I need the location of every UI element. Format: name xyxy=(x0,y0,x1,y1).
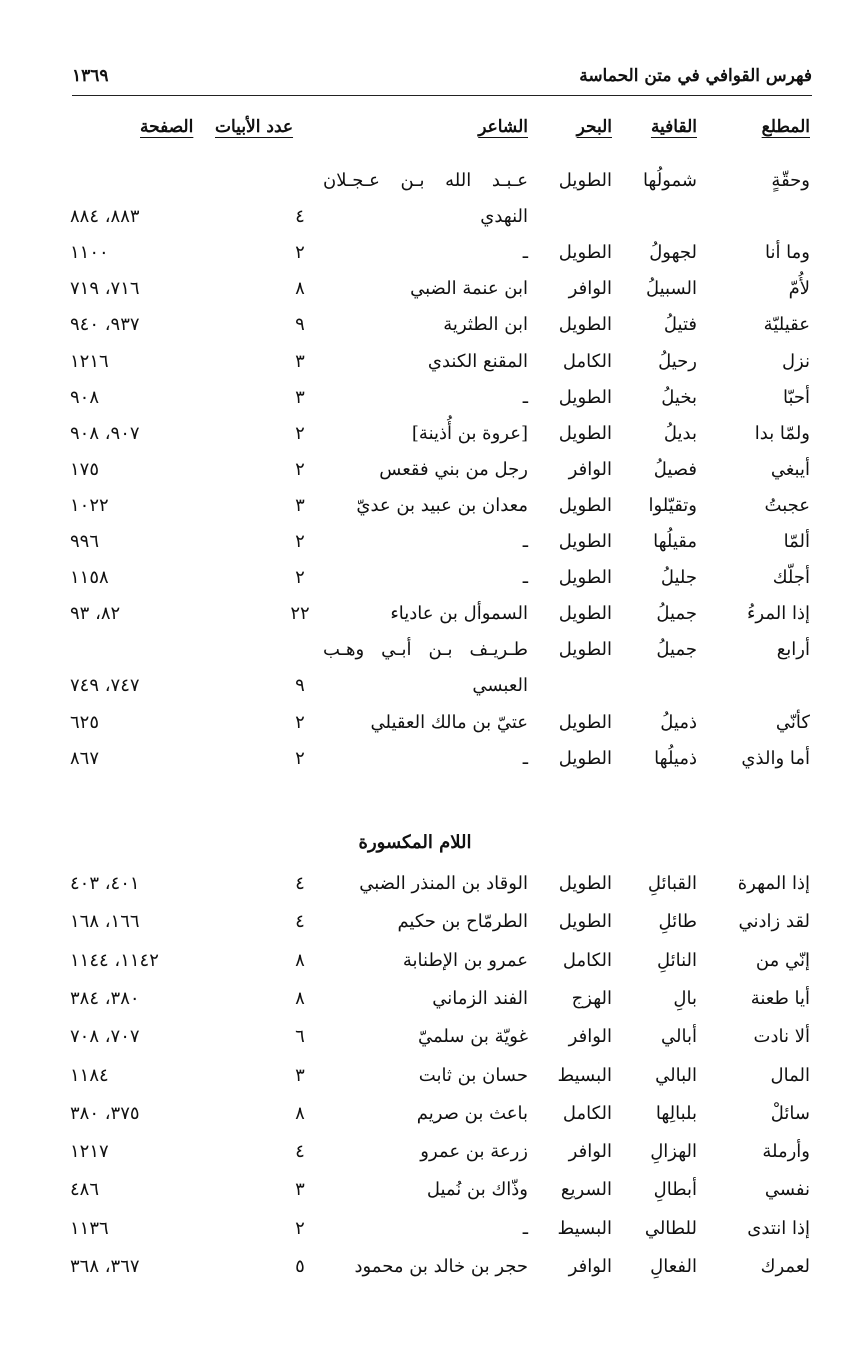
page-refs: ٣٧٥، ٣٨٠ xyxy=(70,1102,140,1124)
column-header-matla: المطلع xyxy=(761,117,810,137)
table-row xyxy=(0,459,855,489)
table-row xyxy=(0,170,855,200)
page-refs: ٩٣٧، ٩٤٠ xyxy=(70,314,140,336)
table-row xyxy=(0,387,855,417)
table-row xyxy=(0,1179,855,1209)
verse-count: ٣ xyxy=(295,1064,305,1086)
opening-word: أحبّا xyxy=(782,386,810,408)
running-title: فهرس القوافي في متن الحماسة xyxy=(579,66,812,86)
meter: الوافر xyxy=(568,1141,612,1163)
opening-word: أرابع xyxy=(776,639,810,661)
opening-word: عقيليّة xyxy=(763,314,810,336)
rhyme-word: جميلُ xyxy=(656,639,697,661)
opening-word: عجبتُ xyxy=(764,494,810,516)
page-refs: ١١٤٢، ١١٤٤ xyxy=(70,949,159,971)
meter: الطويل xyxy=(558,531,612,552)
table-row xyxy=(0,988,855,1018)
verse-count: ٣ xyxy=(295,494,305,516)
rhyme-word: أبالي xyxy=(661,1026,697,1048)
verse-count: ٣ xyxy=(295,350,305,372)
poet-name: المقنع الكندي xyxy=(427,350,528,372)
rhyme-word: جليلُ xyxy=(660,567,697,589)
rhyme-word: جميلُ xyxy=(656,603,697,625)
meter: الوافر xyxy=(568,458,612,480)
poet-name: الطرمّاح بن حكيم xyxy=(397,911,528,933)
page-refs: ١١٠٠ xyxy=(70,242,109,264)
opening-word: ولمّا بدا xyxy=(754,422,810,444)
rhyme-word: للطالي xyxy=(644,1217,697,1239)
column-header-count: عدد الأبيات xyxy=(215,117,294,137)
poet-name: وذّاك بن نُميل xyxy=(426,1179,528,1201)
opening-word: لأُمّ xyxy=(788,278,810,300)
poet-name: ابن الطثرية xyxy=(443,314,528,336)
poet-name: ـ xyxy=(522,531,528,552)
column-header-page: الصفحة xyxy=(140,117,194,137)
verse-count: ٢ xyxy=(295,1217,305,1239)
opening-word: ألا نادت xyxy=(753,1026,810,1048)
poet-name: غويّة بن سلميّ xyxy=(418,1026,528,1048)
verse-count: ٤ xyxy=(295,873,305,894)
poet-name: ـ xyxy=(522,386,528,408)
page-refs: ١٧٥ xyxy=(70,458,100,480)
poet-name: حجر بن خالد بن محمود xyxy=(354,1256,528,1277)
poet-name: عمرو بن الإطنابة xyxy=(402,949,528,971)
page-refs: ١٢١٦ xyxy=(70,350,109,372)
meter: الوافر xyxy=(568,1026,612,1048)
verse-count: ٤ xyxy=(295,206,305,228)
page-number: ١٣٦٩ xyxy=(72,66,109,86)
verse-count: ٢ xyxy=(295,458,305,480)
meter: الطويل xyxy=(558,639,612,661)
table-row xyxy=(0,1141,855,1171)
meter: الكامل xyxy=(562,1102,612,1124)
running-head xyxy=(72,66,812,90)
table-row xyxy=(0,1218,855,1248)
meter: الكامل xyxy=(562,350,612,372)
opening-word: ألمّا xyxy=(783,531,810,552)
table-row xyxy=(0,423,855,453)
poet-name: العبسي xyxy=(472,675,528,697)
poet-name: [عروة بن أُذينة] xyxy=(411,422,528,444)
meter: الطويل xyxy=(558,422,612,444)
table-row xyxy=(0,351,855,381)
verse-count: ٨ xyxy=(295,1102,305,1124)
verse-count: ٨ xyxy=(295,987,305,1009)
table-row xyxy=(0,314,855,344)
page-refs: ٧١٦، ٧١٩ xyxy=(70,278,140,300)
table-row xyxy=(0,675,855,705)
poet-name: الفند الزماني xyxy=(432,987,528,1009)
rhyme-word: رحيلُ xyxy=(658,350,697,372)
page-refs: ٤٠١، ٤٠٣ xyxy=(70,873,140,894)
poet-name: معدان بن عبيد بن عديّ xyxy=(356,494,528,516)
poet-name: حسان بن ثابت xyxy=(418,1064,528,1086)
rhyme-word: الهزالِ xyxy=(650,1141,697,1163)
page-refs: ٧٤٧، ٧٤٩ xyxy=(70,675,140,697)
verse-count: ٢ xyxy=(295,242,305,264)
opening-word: لعمرك xyxy=(760,1256,810,1277)
column-header-poet: الشاعر xyxy=(478,117,528,137)
opening-word: إذا المرءُ xyxy=(746,603,810,625)
meter: الوافر xyxy=(568,1256,612,1277)
rhyme-word: طائلِ xyxy=(658,911,697,933)
verse-count: ٢ xyxy=(295,531,305,552)
page-refs: ٩٩٦ xyxy=(70,531,100,552)
verse-count: ٨ xyxy=(295,949,305,971)
poet-name: ـ xyxy=(522,1217,528,1239)
page-refs: ٤٨٦ xyxy=(70,1179,100,1201)
poet-name: عـبـد الله بـن عـجـلان xyxy=(323,170,528,191)
rhyme-word: البالي xyxy=(655,1064,697,1086)
page-refs: ٨٢، ٩٣ xyxy=(70,603,121,625)
page-refs: ٣٦٧، ٣٦٨ xyxy=(70,1256,140,1277)
page-refs: ٨٨٣، ٨٨٤ xyxy=(70,206,140,228)
meter: الطويل xyxy=(558,567,612,589)
table-row xyxy=(0,712,855,742)
verse-count: ٢٢ xyxy=(290,603,310,625)
table-row xyxy=(0,531,855,561)
meter: الطويل xyxy=(558,386,612,408)
page-refs: ٣٨٠، ٣٨٤ xyxy=(70,987,140,1009)
rhyme-word: بالِ xyxy=(673,987,697,1009)
table-row xyxy=(0,748,855,778)
opening-word: وما أنا xyxy=(764,242,810,264)
opening-word: كأنّي xyxy=(775,711,810,733)
page-refs: ٦٢٥ xyxy=(70,711,100,733)
poet-name: النهدي xyxy=(480,206,528,228)
meter: الطويل xyxy=(558,494,612,516)
opening-word: وحقّةٍ xyxy=(771,170,810,191)
rhyme-word: بديلُ xyxy=(663,422,697,444)
rhyme-word: القبائلِ xyxy=(647,873,697,894)
opening-word: إذا المهرة xyxy=(737,873,810,894)
column-header-qafia: القافية xyxy=(650,117,697,137)
rhyme-word: بلبالِها xyxy=(655,1102,697,1124)
page-refs: ١١٣٦ xyxy=(70,1217,109,1239)
rhyme-word: ذميلُ xyxy=(660,711,697,733)
table-row xyxy=(0,278,855,308)
page-refs: ١١٨٤ xyxy=(70,1064,109,1086)
header-rule xyxy=(72,95,812,96)
meter: الطويل xyxy=(558,911,612,933)
opening-word: المال xyxy=(770,1064,810,1086)
verse-count: ٩ xyxy=(295,675,305,697)
opening-word: لقد زادني xyxy=(738,911,810,933)
verse-count: ٣ xyxy=(295,1179,305,1201)
rhyme-word: مقيلُها xyxy=(653,531,697,552)
opening-word: نفسي xyxy=(764,1179,810,1201)
verse-count: ٢ xyxy=(295,567,305,589)
page-refs: ٧٠٧، ٧٠٨ xyxy=(70,1026,140,1048)
rhyme-word: شمولُها xyxy=(642,170,697,191)
meter: البسيط xyxy=(557,1064,612,1086)
table-row xyxy=(0,1103,855,1133)
verse-count: ٤ xyxy=(295,1141,305,1163)
poet-name: عتيّ بن مالك العقيلي xyxy=(370,711,528,733)
page-refs: ١٦٦، ١٦٨ xyxy=(70,911,140,933)
rhyme-word: أبطالِ xyxy=(653,1179,697,1201)
verse-count: ٨ xyxy=(295,278,305,300)
rhyme-word: فصيلُ xyxy=(653,458,697,480)
table-row xyxy=(0,206,855,236)
meter: الطويل xyxy=(558,603,612,625)
poet-name: ابن عنمة الضبي xyxy=(410,278,528,300)
column-header-bahr: البحر xyxy=(576,117,612,137)
table-row xyxy=(0,1026,855,1056)
page-refs: ٩٠٧، ٩٠٨ xyxy=(70,422,140,444)
section-title: اللام المكسورة xyxy=(358,832,472,853)
verse-count: ٩ xyxy=(295,314,305,336)
meter: الطويل xyxy=(558,747,612,769)
rhyme-word: بخيلُ xyxy=(661,386,697,408)
rhyme-word: النائلِ xyxy=(656,949,697,971)
rhyme-word: لجهولُ xyxy=(649,242,697,264)
opening-word: سائلْ xyxy=(770,1102,810,1124)
page-refs: ٨٦٧ xyxy=(70,747,100,769)
opening-word: أجلّك xyxy=(772,567,810,589)
poet-name: رجل من بني فقعس xyxy=(379,458,528,480)
table-row xyxy=(0,873,855,903)
verse-count: ٢ xyxy=(295,747,305,769)
rhyme-word: فتيلُ xyxy=(663,314,697,336)
rhyme-word: ذميلُها xyxy=(654,747,697,769)
table-row xyxy=(0,603,855,633)
opening-word: وأرملة xyxy=(762,1141,810,1163)
poet-name: زرعة بن عمرو xyxy=(420,1141,528,1163)
rhyme-word: الفعالِ xyxy=(650,1256,697,1277)
opening-word: أيا طعنة xyxy=(750,987,810,1009)
verse-count: ٢ xyxy=(295,711,305,733)
poet-name: ـ xyxy=(522,567,528,589)
verse-count: ٥ xyxy=(295,1256,305,1277)
opening-word: نزل xyxy=(781,350,810,372)
poet-name: طـريـف بـن أبـي وهـب xyxy=(323,639,528,661)
verse-count: ٣ xyxy=(295,386,305,408)
opening-word: أيبغي xyxy=(770,458,810,480)
verse-count: ٦ xyxy=(295,1026,305,1048)
verse-count: ٢ xyxy=(295,422,305,444)
table-row xyxy=(0,911,855,941)
table-row xyxy=(0,950,855,980)
meter: البسيط xyxy=(557,1217,612,1239)
meter: الوافر xyxy=(568,278,612,300)
page-refs: ٩٠٨ xyxy=(70,386,100,408)
meter: الطويل xyxy=(558,711,612,733)
table-row xyxy=(0,495,855,525)
opening-word: إنّي من xyxy=(755,949,810,971)
poet-name: باعث بن صريم xyxy=(416,1102,528,1124)
page-refs: ١٢١٧ xyxy=(70,1141,109,1163)
table-row xyxy=(0,639,855,669)
poet-name: السموأل بن عادياء xyxy=(390,603,528,625)
meter: الطويل xyxy=(558,314,612,336)
poet-name: ـ xyxy=(522,747,528,769)
table-row xyxy=(0,242,855,272)
opening-word: أما والذي xyxy=(741,747,810,769)
meter: الهزج xyxy=(571,987,612,1009)
meter: الكامل xyxy=(562,949,612,971)
meter: الطويل xyxy=(558,873,612,894)
verse-count: ٤ xyxy=(295,911,305,933)
rhyme-word: السبيلُ xyxy=(645,278,697,300)
table-row xyxy=(0,567,855,597)
page-refs: ١٠٢٢ xyxy=(70,494,109,516)
poet-name: ـ xyxy=(522,242,528,264)
rhyme-word: وتقيّلوا xyxy=(648,494,697,516)
page-refs: ١١٥٨ xyxy=(70,567,109,589)
opening-word: إذا انتدى xyxy=(747,1217,810,1239)
poet-name: الوقاد بن المنذر الضبي xyxy=(359,873,528,894)
table-row xyxy=(0,1256,855,1286)
meter: الطويل xyxy=(558,242,612,264)
meter: الطويل xyxy=(558,170,612,191)
table-row xyxy=(0,1065,855,1095)
meter: السريع xyxy=(560,1179,612,1201)
